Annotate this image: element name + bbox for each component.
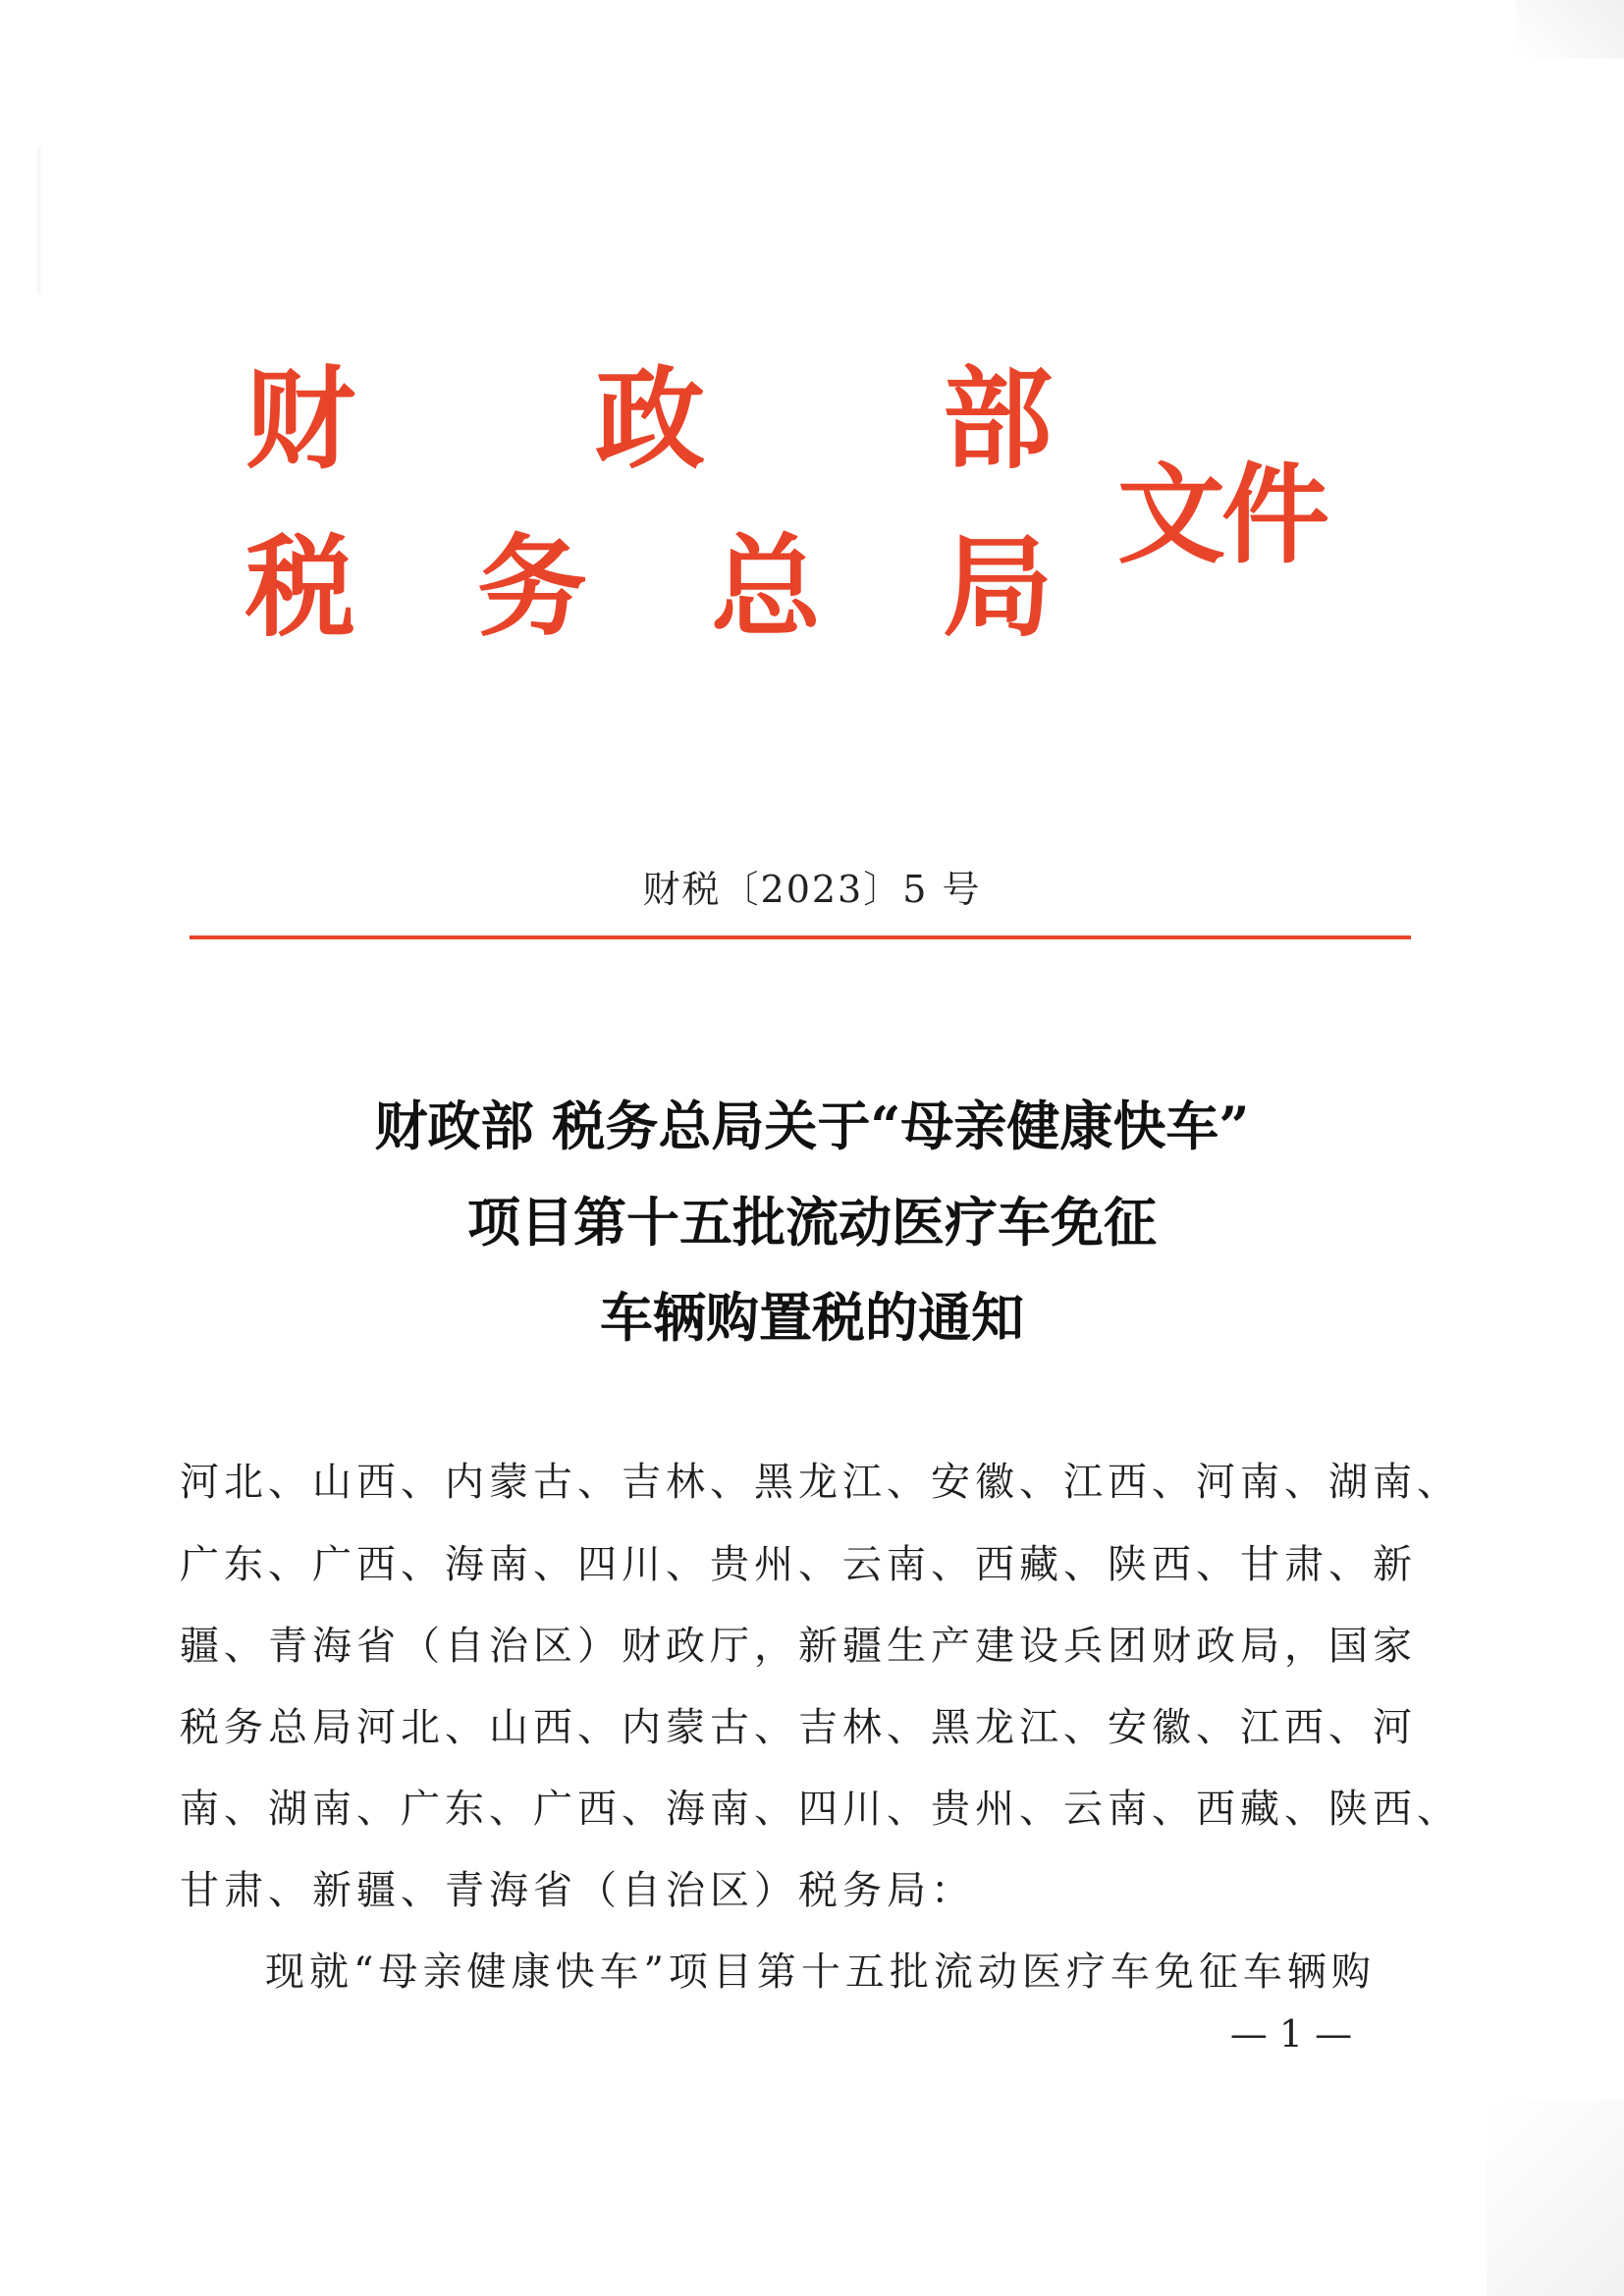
scan-shadow-left bbox=[37, 147, 43, 294]
page-number: — 1 — bbox=[1229, 2012, 1353, 2056]
body-text-line: 税务总局河北、山西、内蒙古、吉林、黑龙江、安徽、江西、河 bbox=[180, 1705, 1417, 1750]
body-text-line: 河北、山西、内蒙古、吉林、黑龙江、安徽、江西、河南、湖南、 bbox=[180, 1460, 1461, 1505]
document-title-line-3: 车辆购置税的通知 bbox=[600, 1286, 1024, 1349]
scan-shadow-bottom-right bbox=[1487, 2100, 1624, 2296]
body-text-line: 甘肃、新疆、青海省（自治区）税务局： bbox=[180, 1868, 975, 1913]
red-divider-line bbox=[189, 935, 1411, 939]
document-number: 财税〔2023〕5 号 bbox=[642, 868, 982, 911]
masthead-char: 局 bbox=[943, 523, 1053, 652]
scan-shadow-top-right bbox=[1516, 0, 1624, 59]
masthead-char: 部 bbox=[943, 355, 1053, 484]
body-text-line: 南、湖南、广东、广西、海南、四川、贵州、云南、西藏、陕西、 bbox=[180, 1787, 1461, 1832]
masthead-suffix: 文件 bbox=[1117, 452, 1326, 578]
masthead-char: 务 bbox=[477, 523, 587, 652]
masthead-char: 政 bbox=[595, 355, 705, 484]
body-text-line-indented: 现就“母亲健康快车”项目第十五批流动医疗车免征车辆购 bbox=[265, 1949, 1376, 1995]
masthead-char: 财 bbox=[245, 355, 355, 484]
body-text-line: 疆、青海省（自治区）财政厅，新疆生产建设兵团财政局，国家 bbox=[180, 1624, 1417, 1669]
masthead-char: 税 bbox=[245, 523, 355, 652]
masthead-char: 总 bbox=[711, 523, 821, 652]
body-text-line: 广东、广西、海南、四川、贵州、云南、西藏、陕西、甘肃、新 bbox=[180, 1542, 1417, 1587]
document-title-line-1: 财政部 税务总局关于“母亲健康快车” bbox=[374, 1095, 1250, 1157]
document-title-line-2: 项目第十五批流动医疗车免征 bbox=[467, 1191, 1157, 1254]
